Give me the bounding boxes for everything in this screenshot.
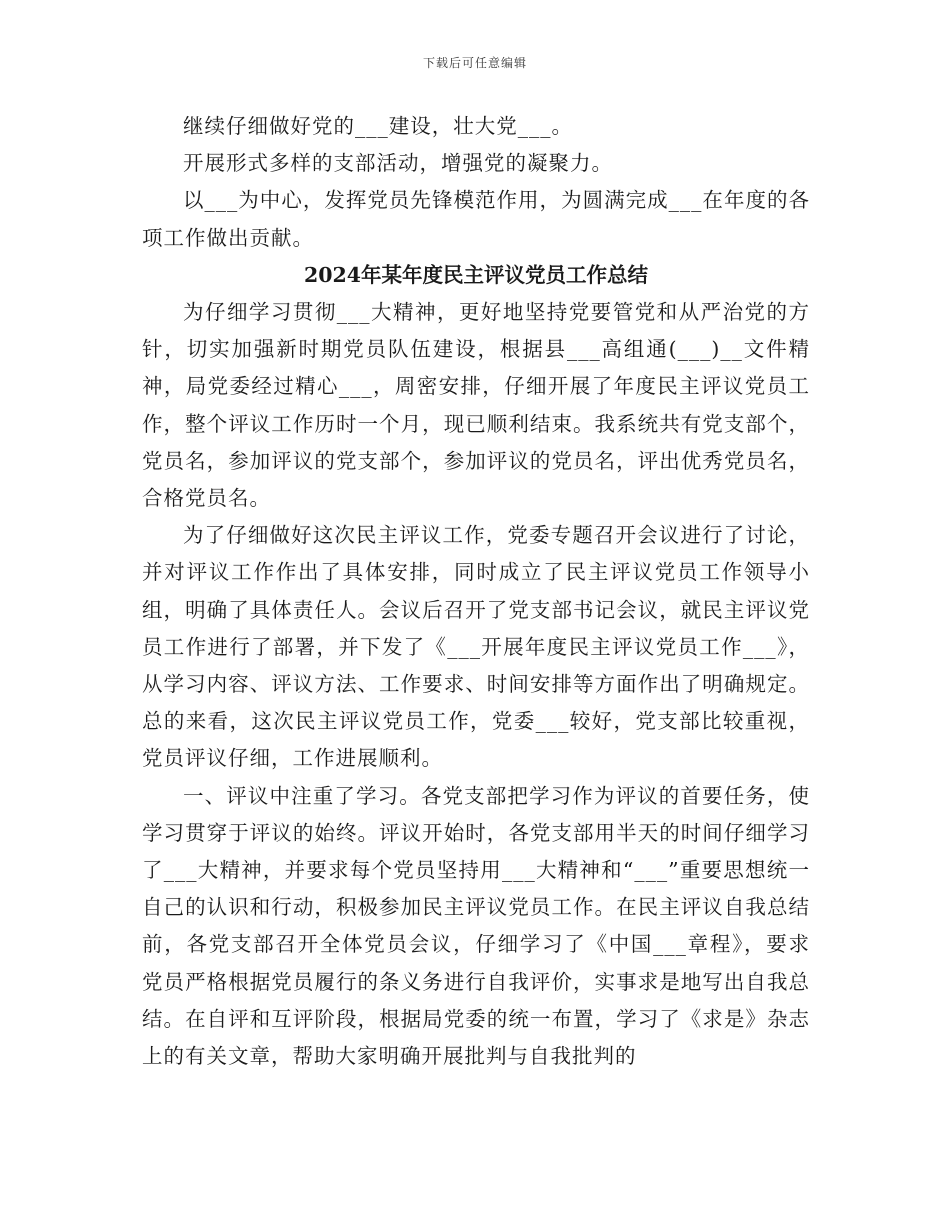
page-header: 下载后可任意编辑	[422, 56, 527, 70]
body-paragraph-3: 一、评议中注重了学习。各党支部把学习作为评议的首要任务，使学习贯穿于评议的始终。评议开始时，各党支部用半天的时间仔细学习了___大精神，并要求每个党员坚持用___大精神和“___”重要思想统一自己的认识和行动，积极参加民主评议党员工作。在民主评议自我总结前，各党支部召开全体党员会议，仔细学习了《中国___章程》，要求党员严格根据党员履行的条义务进行自我评价，实事求是地写出自我总结。在自评和互评阶段，根据局党委的统一布置，学习了《求是》杂志上的有关文章，帮助大家明确开展批判与自我批判的	[142, 783, 810, 1069]
body-paragraph-1: 为仔细学习贯彻___大精神，更好地坚持党要管党和从严治党的方针，切实加强新时期党员队伍建设，根据县___高组通(___)__文件精神，局党委经过精心___，周密安排，仔细开展了年度民主评议党员工作，整个评议工作历时一个月，现已顺利结束。我系统共有党支部个，党员名，参加评议的党支部个，参加评议的党员名，评出优秀党员名，合格党员名。	[142, 300, 810, 511]
document-body	[142, 108, 810, 1075]
intro-paragraph-3: 以___为中心，发挥党员先锋模范作用，为圆满完成___在年度的各项工作做出贡献。	[142, 188, 810, 250]
intro-paragraph-2: 开展形式多样的支部活动，增强党的凝聚力。	[183, 151, 613, 176]
section-title: 2024年某年度民主评议党员工作总结	[303, 262, 649, 287]
body-paragraph-2: 为了仔细做好这次民主评议工作，党委专题召开会议进行了讨论，并对评议工作作出了具体安排，同时成立了民主评议党员工作领导小组，明确了具体责任人。会议后召开了党支部书记会议，就民主评议党员工作进行了部署，并下发了《___开展年度民主评议党员工作___》，从学习内容、评议方法、工作要求、时间安排等方面作出了明确规定。总的来看，这次民主评议党员工作，党委___较好，党支部比较重视，党员评议仔细，工作进展顺利。	[142, 523, 810, 771]
intro-paragraph-1: 继续仔细做好党的___建设，壮大党___。	[183, 114, 573, 138]
